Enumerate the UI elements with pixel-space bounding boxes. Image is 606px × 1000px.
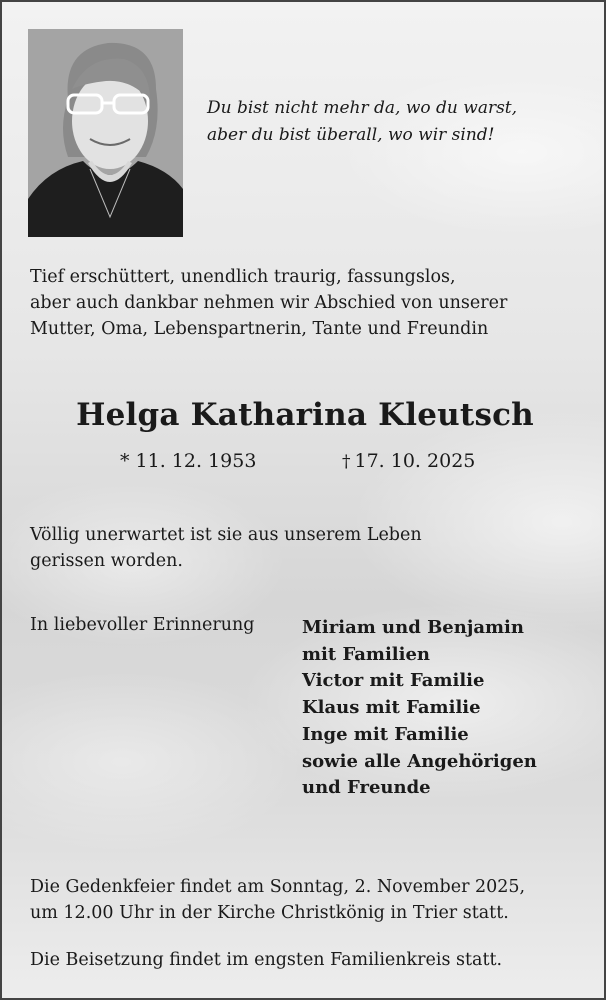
intro-text	[30, 264, 590, 342]
sudden-line: gerissen worden.	[30, 551, 183, 571]
sudden-line: Völlig unerwartet ist sie aus unserem Leben	[30, 525, 422, 545]
burial-info: Die Beisetzung findet im engsten Familienkreis statt.	[30, 950, 503, 970]
mourner-line: mit Familien	[302, 643, 431, 665]
mourner-line: Klaus mit Familie	[302, 697, 481, 719]
intro-line: aber auch dankbar nehmen wir Abschied von unserer	[30, 293, 508, 313]
mourner-line: Victor mit Familie	[302, 670, 485, 692]
quote-line: aber du bist überall, wo wir sind!	[207, 125, 495, 145]
ceremony-line: Die Gedenkfeier findet am Sonntag, 2. November 2025,	[30, 877, 526, 897]
intro-line: Mutter, Oma, Lebenspartnerin, Tante und Freundin	[30, 319, 489, 339]
death-date: 17. 10. 2025	[354, 450, 476, 472]
quote-line: Du bist nicht mehr da, wo du warst,	[207, 98, 518, 118]
mourners-list	[302, 615, 537, 802]
memory-label: In liebevoller Erinnerung	[30, 615, 255, 635]
memorial-quote	[207, 95, 587, 149]
ceremony-info	[30, 874, 590, 926]
portrait-photo	[28, 29, 183, 237]
intro-line: Tief erschüttert, unendlich traurig, fassungslos,	[30, 267, 456, 287]
cross-icon: †	[342, 452, 351, 472]
mourner-line: sowie alle Angehörigen	[302, 750, 537, 772]
ceremony-line: um 12.00 Uhr in der Kirche Christkönig in Trier statt.	[30, 903, 509, 923]
sudden-death-text	[30, 522, 570, 574]
life-dates	[2, 450, 606, 476]
mourner-line: Miriam und Benjamin	[302, 617, 524, 638]
mourner-line: Inge mit Familie	[302, 723, 469, 745]
death-date-group	[342, 450, 475, 472]
deceased-name: Helga Katharina Kleutsch	[76, 397, 534, 433]
mourner-line: und Freunde	[302, 777, 431, 799]
birth-date: * 11. 12. 1953	[120, 450, 257, 472]
